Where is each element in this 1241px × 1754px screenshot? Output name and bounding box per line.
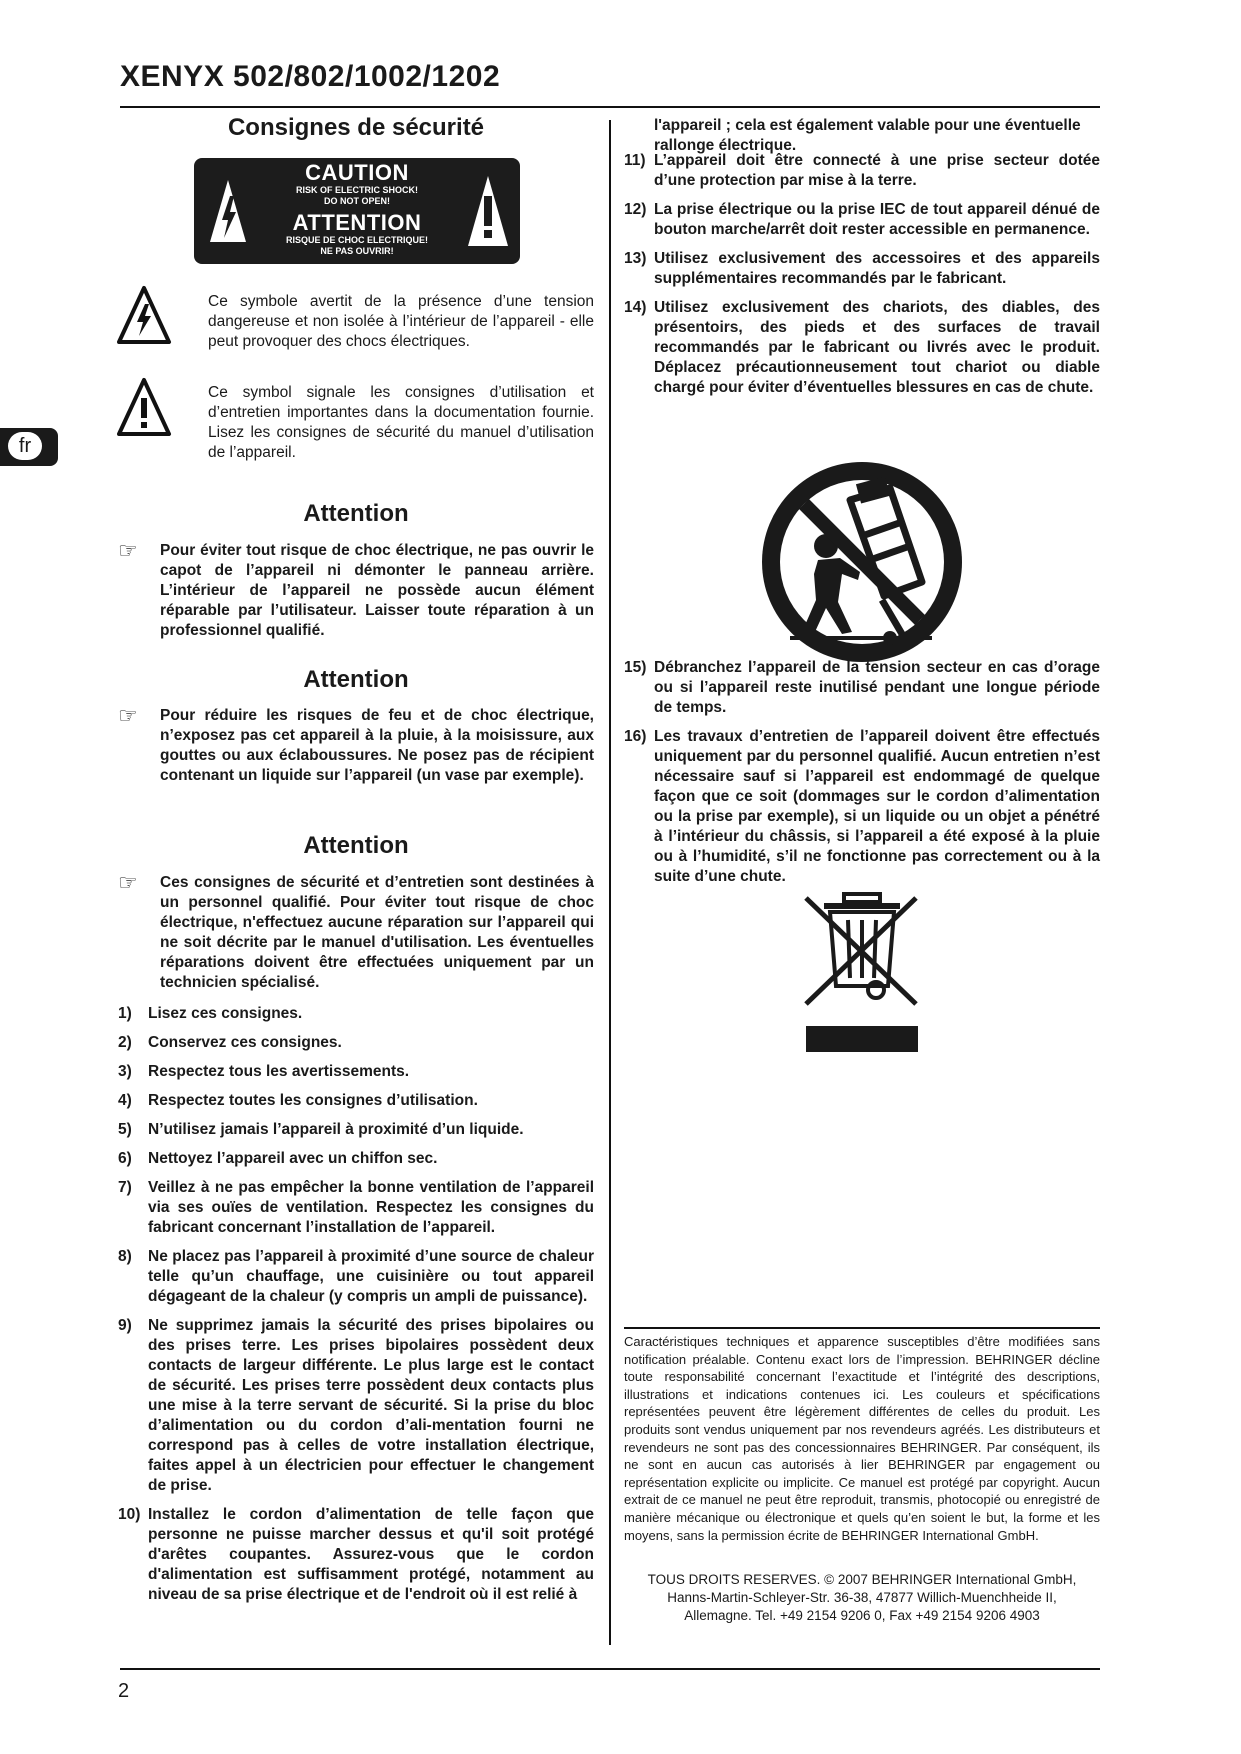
item-number: 8) [118, 1248, 132, 1265]
item-text: Respectez toutes les consignes d’utilisation. [148, 1092, 478, 1109]
item-text: Installez le cordon d’alimentation de telle façon que personne ne puisse marcher dessus et qu'il soit protégé d'arêtes coupantes. Assurez-vous que le cordon d'alimentation est suffisamment protégé, notamment au niveau de sa prise électrique et de l'endroit où il est relié à [148, 1506, 594, 1603]
copyright-line-3: Allemagne. Tel. +49 2154 9206 0, Fax +49 2154 9206 4903 [684, 1608, 1040, 1623]
symbol-text-1: Ce symbole avertit de la présence d’une tension dangereuse et non isolée à l’intérieur de l’appareil - elle peut provoquer des chocs électriques. [208, 293, 594, 350]
list-item-continued: l'appareil ; cela est également valable pour une éventuelle rallonge électrique. [654, 117, 1081, 154]
cart-tipover-icon [762, 462, 962, 662]
item-text: Utilisez exclusivement des accessoires et des appareils supplémentaires recommandés par le fabricant. [654, 250, 1100, 287]
list-item [118, 1120, 594, 1140]
lightning-bolt-icon [208, 176, 248, 246]
legal-rule [624, 1327, 1100, 1329]
attention-heading-2: Attention [303, 666, 409, 693]
item-number: 9) [118, 1317, 132, 1334]
item-number: 4) [118, 1092, 132, 1109]
item-text: Débranchez l’appareil de la tension secteur en cas d’orage ou si l’appareil reste inutilisé pendant une longue période de temps. [654, 659, 1100, 716]
item-text: La prise électrique ou la prise IEC de tout appareil dénué de bouton marche/arrêt doit rester accessible en permanence. [654, 201, 1100, 238]
item-text: Respectez tous les avertissements. [148, 1063, 410, 1080]
list-item [118, 1505, 594, 1605]
crossed-bin-icon [800, 890, 924, 1008]
list-item [624, 249, 1100, 289]
attention-heading-1: Attention [303, 500, 409, 527]
list-item [118, 1149, 594, 1169]
copyright-notice [624, 1571, 1100, 1625]
item-number: 14) [624, 299, 647, 316]
pointing-hand-icon: ☞ [118, 870, 138, 895]
item-text: L’appareil doit être connecté à une prise secteur dotée d’une protection par mise à la terre. [654, 152, 1100, 189]
item-number: 12) [624, 201, 647, 218]
item-number: 6) [118, 1150, 132, 1167]
list-item [624, 151, 1100, 191]
list-item [624, 200, 1100, 240]
header-rule [120, 106, 1100, 108]
item-number: 10) [118, 1506, 141, 1523]
copyright-line-2: Hanns-Martin-Schleyer-Str. 36-38, 47877 Willich-Muenchheide II, [667, 1590, 1057, 1605]
weee-bar [806, 1026, 918, 1052]
item-text: Conservez ces consignes. [148, 1034, 342, 1051]
symbol-text-2: Ce symbol signale les consignes d’utilisation et d’entretien importantes dans la documentation fournie. Lisez les consignes de sécurité du manuel d’utilisation de l’appareil. [208, 384, 594, 461]
item-number: 11) [624, 152, 646, 169]
item-text: Utilisez exclusivement des chariots, des diables, des présentoirs, des pieds et des surfaces de travail recommandés par le fabricant ou livrés avec le produit. Déplacez précautionneusement tout chariot ou diable chargé pour éviter d’éventuelles blessures en cas de chute. [654, 299, 1100, 396]
item-text: Nettoyez l’appareil avec un chiffon sec. [148, 1150, 438, 1167]
list-item [118, 1178, 594, 1238]
instructions-list-right-a [624, 151, 1100, 407]
item-number: 13) [624, 250, 647, 267]
list-item [118, 1062, 594, 1082]
attention-text-1: Pour éviter tout risque de choc électrique, ne pas ouvrir le capot de l’appareil ni démonter le panneau arrière. L’intérieur de l’appareil ne possède aucun élément réparable par l’utilisateur. Laisser toute réparation à un professionnel qualifié. [160, 542, 594, 639]
item-number: 7) [118, 1179, 132, 1196]
page-number: 2 [118, 1680, 130, 1702]
caution-text: CAUTION [305, 160, 409, 185]
item-text: Les travaux d’entretien de l’appareil doivent être effectués uniquement par du personnel qualifié. Aucun entretien n’est nécessaire sauf si l’appareil est endommagé de quelque façon que ce soit (dommages sur le cordon d’alimentation ou la prise par exemple), si un liquide ou un objet a pénétré à l’intérieur du châssis, si l’appareil a été exposé à la pluie ou à l’humidité, s’il ne fonctionne pas correctement ou à la suite d’une chute. [654, 728, 1100, 885]
list-item [118, 1033, 594, 1053]
attention-text: ATTENTION [292, 210, 422, 235]
language-tab-label: fr [8, 432, 42, 460]
item-text: Ne supprimez jamais la sécurité des prises bipolaires ou des prises terre. Les prises bipolaires possèdent deux contacts de largeur différente. Le plus large est le contact de sécurité. Les prises terre possèdent deux contacts plus une mise à la terre servant de sécurité. Si la prise du bloc d’alimentation ou du cordon d’ali-mentation fourni ne correspond pas à celles de votre installation électrique, faites appel à un électricien pour effectuer le changement de prise. [148, 1317, 594, 1494]
attention-sub-2: NE PAS OUVRIR! [320, 246, 394, 256]
language-tab [0, 428, 58, 466]
caution-label [194, 158, 520, 264]
copyright-line-1: TOUS DROITS RESERVES. © 2007 BEHRINGER International GmbH, [647, 1572, 1077, 1587]
exclamation-triangle-icon [116, 376, 172, 440]
attention-text-3: Ces consignes de sécurité et d’entretien sont destinées à un personnel qualifié. Pour éviter tout risque de choc électrique, n'effectuez aucune réparation sur l’appareil qui ne soit décrite par le manuel d'utilisation. Les éventuelles réparations doivent être effectuées uniquement par un technicien spécialisé. [160, 874, 594, 991]
list-item [118, 1247, 594, 1307]
item-number: 3) [118, 1063, 132, 1080]
attention-text-2: Pour réduire les risques de feu et de choc électrique, n’exposez pas cet appareil à la pluie, à la moisissure, aux gouttes ou aux éclaboussures. Ne posez pas de récipient contenant un liquide sur l’appareil (un vase par exemple). [160, 707, 594, 784]
item-number: 5) [118, 1121, 132, 1138]
item-number: 16) [624, 728, 647, 745]
list-item [118, 1004, 594, 1024]
column-divider [609, 120, 611, 1645]
exclamation-icon [466, 172, 510, 250]
pointing-hand-icon: ☞ [118, 538, 138, 563]
instructions-list-left [118, 1004, 594, 1614]
lightning-triangle-icon [116, 284, 172, 348]
pointing-hand-icon: ☞ [118, 703, 138, 728]
attention-sub-1: RISQUE DE CHOC ELECTRIQUE! [285, 235, 428, 245]
item-number: 2) [118, 1034, 132, 1051]
item-text: Ne placez pas l’appareil à proximité d’une source de chaleur telle qu’un chauffage, une cuisinière ou tout appareil dégageant de la chaleur (y compris un ampli de puissance). [148, 1248, 594, 1305]
list-item [118, 1316, 594, 1496]
footer-rule [120, 1668, 1100, 1670]
item-number: 1) [118, 1005, 132, 1022]
list-item [118, 1091, 594, 1111]
caution-sub-1: RISK OF ELECTRIC SHOCK! [295, 185, 418, 195]
caution-sub-2: DO NOT OPEN! [323, 196, 390, 206]
item-text: Lisez ces consignes. [148, 1005, 303, 1022]
instructions-list-right-b [624, 658, 1100, 896]
legal-notice: Caractéristiques techniques et apparence susceptibles d’être modifiées sans notification préalable. Contenu exact lors de l’impression. BEHRINGER décline toute responsabilité concernant l’exactitude et l’intégrité des descriptions, illustrations et indications contenues ici. Les couleurs et spécifications représentées peuvent être légèrement différentes de celles du produit. Les produits sont vendus uniquement par nos revendeurs agréés. Les distributeurs et revendeurs ne sont pas des concessionnaires BEHRINGER. Par conséquent, ils ne sont en aucun cas autorisés à lier BEHRINGER par engagement ou représentation explicite ou implicite. Ce manuel est protégé par copyright. Aucun extrait de ce manuel ne peut être reproduit, transmis, photocopié ou enregistré de manière mécanique ou électronique et quels qu’en soient le but, la forme et les moyens, sans la permission écrite de BEHRINGER International GmbH. [624, 1334, 1100, 1543]
item-number: 15) [624, 659, 647, 676]
item-text: N’utilisez jamais l’appareil à proximité d’un liquide. [148, 1121, 524, 1138]
list-item [624, 298, 1100, 398]
attention-heading-3: Attention [303, 832, 409, 859]
document-title: XENYX 502/802/1002/1202 [120, 60, 501, 93]
list-item [624, 658, 1100, 718]
list-item [624, 727, 1100, 887]
section-title: Consignes de sécurité [227, 114, 485, 141]
item-text: Veillez à ne pas empêcher la bonne ventilation de l’appareil via ses ouïes de ventilation. Respectez les consignes du fabricant concernant l’installation de l’appareil. [148, 1179, 594, 1236]
